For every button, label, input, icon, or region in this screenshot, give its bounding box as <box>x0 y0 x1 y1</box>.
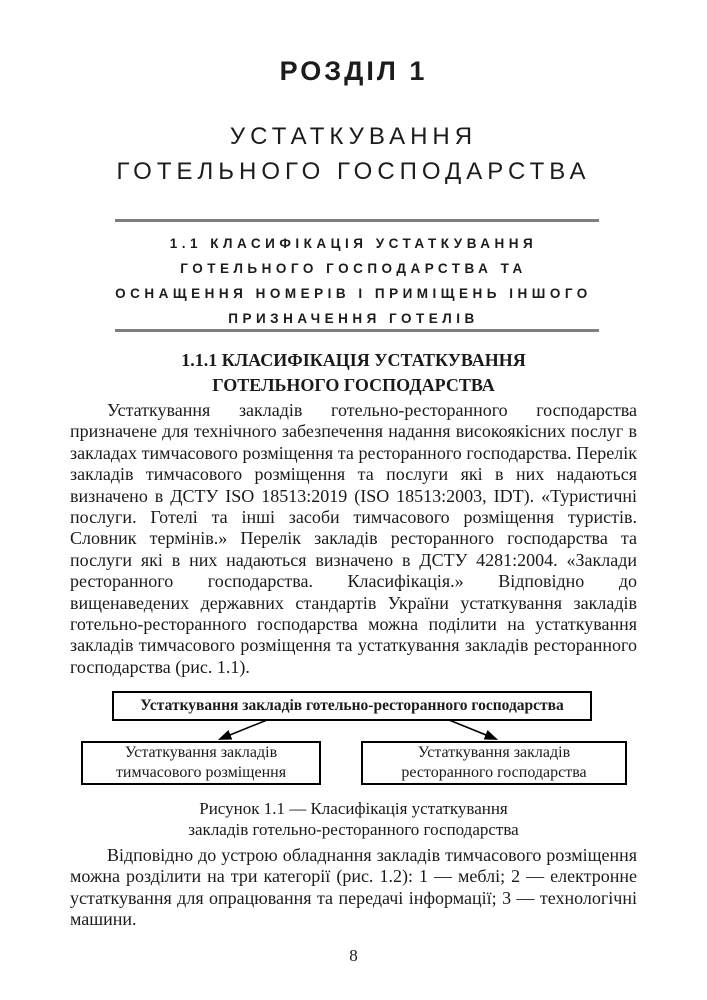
page-number: 8 <box>349 946 358 965</box>
section-heading <box>85 231 622 331</box>
figure-caption-line-2: закладів готельно-ресторанного господарства <box>188 820 519 839</box>
arrow-to-right-box <box>449 720 496 739</box>
section-heading-rule-bottom <box>115 329 599 332</box>
subsection-heading-line-1: 1.1.1 КЛАСИФІКАЦІЯ УСТАТКУВАННЯ <box>181 350 526 370</box>
subsection-heading-line-2: ГОТЕЛЬНОГО ГОСПОДАРСТВА <box>212 375 495 395</box>
paragraph-1: Устаткування закладів готельно-ресторанного господарства призначене для технічного забезпечення надання високоякісних послуг в закладах тимчасового розміщення та ресторанного господарства. Перелік закладів тимчасового розміщення та послуги які в них надаються визначено в ДСТУ ISO 18513:2019 (ISO 18513:2003, IDT). «Туристичні послуги. Готелі та інші засоби тимчасового розміщення туристів. Словник термінів.» Перелік закладів ресторанного господарства та послуги які в них надаються визначено в ДСТУ 4281:2004. «Заклади ресторанного господарства. Класифікація.» Відповідно до вищенаведених державних стандартів України устаткування закладів готельно-ресторанного господарства можна поділити на устаткування закладів тимчасового розміщення та устаткування закладів ресторанного господарства (рис. 1.1). <box>70 400 637 677</box>
section-heading-line-3: ОСНАЩЕННЯ НОМЕРІВ І ПРИМІЩЕНЬ ІНШОГО <box>115 286 592 301</box>
section-heading-line-1: 1.1 КЛАСИФІКАЦІЯ УСТАТКУВАННЯ <box>169 236 538 251</box>
arrow-to-left-box <box>220 720 267 739</box>
chapter-subtitle-line-2: ГОТЕЛЬНОГО ГОСПОДАРСТВА <box>116 158 591 185</box>
diagram-arrows <box>0 688 707 748</box>
diagram-right-box: Устаткування закладів ресторанного господарства <box>361 741 627 785</box>
figure-caption-line-1: Рисунок 1.1 — Класифікація устаткування <box>199 799 508 818</box>
chapter-subtitle <box>0 119 707 189</box>
section-heading-rule-top <box>115 219 599 222</box>
section-heading-line-2: ГОТЕЛЬНОГО ГОСПОДАРСТВА ТА <box>180 261 527 276</box>
section-heading-line-4: ПРИЗНАЧЕННЯ ГОТЕЛІВ <box>228 311 479 326</box>
paragraph-2: Відповідно до устрою обладнання закладів тимчасового розміщення можна розділити на три категорії (рис. 1.2): 1 — меблі; 2 — електронне устаткування для опрацювання та передачі інформації; 3 — технологічні машини. <box>70 845 637 930</box>
figure-caption <box>0 798 707 840</box>
chapter-title: РОЗДІЛ 1 <box>279 56 428 86</box>
subsection-heading <box>0 348 707 398</box>
chapter-subtitle-line-1: УСТАТКУВАННЯ <box>229 123 478 150</box>
diagram-root-box: Устаткування закладів готельно-ресторанного господарства <box>112 691 592 721</box>
diagram-left-box: Устаткування закладів тимчасового розміщення <box>81 741 321 785</box>
